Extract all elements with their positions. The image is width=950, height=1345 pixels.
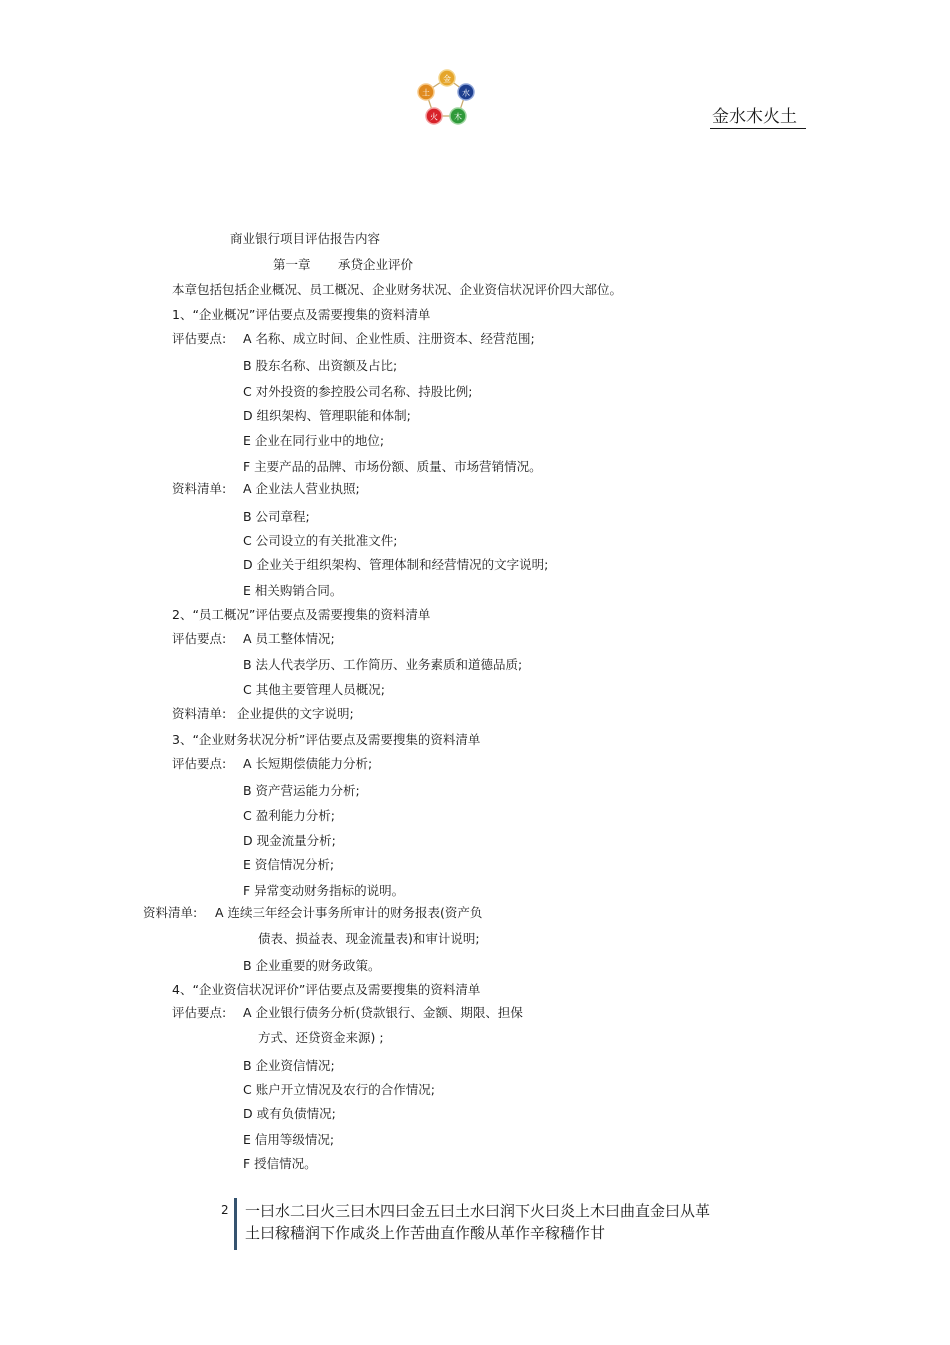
section-1-point: B 股东名称、出资额及占比; bbox=[243, 358, 398, 373]
section-1-point: D 组织架构、管理职能和体制; bbox=[243, 408, 411, 423]
section-3-list-label: 资料清单: bbox=[143, 905, 198, 920]
section-3-list-item: B 企业重要的财务政策。 bbox=[243, 958, 381, 973]
logo-circle-metal bbox=[439, 70, 455, 86]
section-4-point: E 信用等级情况; bbox=[243, 1132, 335, 1147]
header-underline bbox=[710, 128, 806, 129]
section-3-point: D 现金流量分析; bbox=[243, 833, 336, 848]
page-number: 2 bbox=[221, 1203, 229, 1217]
chapter-intro: 本章包括包括企业概况、员工概况、企业财务状况、企业资信状况评价四大部位。 bbox=[172, 282, 623, 297]
svg-text:木: 木 bbox=[454, 112, 462, 122]
svg-text:土: 土 bbox=[422, 88, 430, 98]
five-elements-logo bbox=[413, 68, 479, 130]
section-4-point: D 或有负债情况; bbox=[243, 1106, 336, 1121]
section-4-points-label: 评估要点: bbox=[172, 1005, 227, 1020]
section-1-list-label: 资料清单: bbox=[172, 481, 227, 496]
section-3-point: E 资信情况分析; bbox=[243, 857, 335, 872]
header-title: 金水木火土 bbox=[712, 107, 797, 127]
section-4-heading: 4、“企业资信状况评价”评估要点及需要搜集的资料清单 bbox=[172, 982, 481, 997]
section-3-point: C 盈利能力分析; bbox=[243, 808, 335, 823]
section-2-points-label: 评估要点: bbox=[172, 631, 227, 646]
section-2-heading: 2、“员工概况”评估要点及需要搜集的资料清单 bbox=[172, 607, 431, 622]
section-4-point: B 企业资信情况; bbox=[243, 1058, 335, 1073]
section-3-point: B 资产营运能力分析; bbox=[243, 783, 360, 798]
section-1-list-item: B 公司章程; bbox=[243, 509, 310, 524]
footer-line-1: 一曰水二曰火三曰木四曰金五曰土水曰润下火曰炎上木曰曲直金曰从革 bbox=[245, 1202, 711, 1220]
section-1-list-item: A 企业法人营业执照; bbox=[243, 481, 360, 496]
section-1-point: A 名称、成立时间、企业性质、注册资本、经营范围; bbox=[243, 331, 535, 346]
section-3-list-item: A 连续三年经会计事务所审计的财务报表(资产负 bbox=[215, 905, 483, 920]
section-4-point-continued: 方式、还贷资金来源) ; bbox=[258, 1030, 384, 1045]
section-3-points-label: 评估要点: bbox=[172, 756, 227, 771]
section-1-heading: 1、“企业概况”评估要点及需要搜集的资料清单 bbox=[172, 307, 431, 322]
section-2-point: B 法人代表学历、工作简历、业务素质和道德品质; bbox=[243, 657, 523, 672]
section-1-list-item: E 相关购销合同。 bbox=[243, 583, 343, 598]
section-3-point: F 异常变动财务指标的说明。 bbox=[243, 883, 405, 898]
section-1-point: C 对外投资的参控股公司名称、持股比例; bbox=[243, 384, 473, 399]
section-4-point: F 授信情况。 bbox=[243, 1156, 317, 1171]
section-2-point: C 其他主要管理人员概况; bbox=[243, 682, 385, 697]
svg-text:火: 火 bbox=[430, 112, 438, 122]
section-2-list-text: 企业提供的文字说明; bbox=[237, 706, 354, 721]
footer-accent-bar bbox=[234, 1198, 237, 1250]
section-2-point: A 员工整体情况; bbox=[243, 631, 335, 646]
logo-circle-wood bbox=[450, 108, 466, 124]
section-1-list-item: C 公司设立的有关批准文件; bbox=[243, 533, 398, 548]
section-3-point: A 长短期偿债能力分析; bbox=[243, 756, 373, 771]
section-2-list-label: 资料清单: bbox=[172, 706, 227, 721]
section-3-heading: 3、“企业财务状况分析”评估要点及需要搜集的资料清单 bbox=[172, 732, 481, 747]
svg-text:水: 水 bbox=[462, 88, 470, 98]
section-1-points-label: 评估要点: bbox=[172, 331, 227, 346]
section-4-point: C 账户开立情况及农行的合作情况; bbox=[243, 1082, 435, 1097]
logo-circle-earth bbox=[418, 84, 434, 100]
section-1-list-item: D 企业关于组织架构、管理体制和经营情况的文字说明; bbox=[243, 557, 549, 572]
document-title: 商业银行项目评估报告内容 bbox=[230, 231, 381, 246]
svg-text:金: 金 bbox=[443, 74, 451, 84]
section-1-point: F 主要产品的品牌、市场份额、质量、市场营销情况。 bbox=[243, 459, 542, 474]
section-4-point: A 企业银行债务分析(贷款银行、金额、期限、担保 bbox=[243, 1005, 523, 1020]
section-3-list-item-continued: 债表、损益表、现金流量表)和审计说明; bbox=[258, 931, 480, 946]
section-1-point: E 企业在同行业中的地位; bbox=[243, 433, 385, 448]
logo-circle-water bbox=[458, 84, 474, 100]
footer-line-2: 土曰稼穑润下作咸炎上作苦曲直作酸从革作辛稼穑作甘 bbox=[245, 1224, 606, 1242]
chapter-name: 承贷企业评价 bbox=[338, 257, 414, 272]
chapter-number: 第一章 bbox=[273, 257, 311, 272]
logo-circle-fire bbox=[426, 108, 442, 124]
